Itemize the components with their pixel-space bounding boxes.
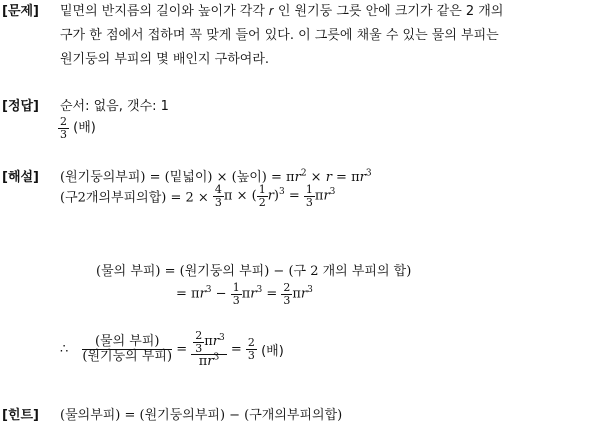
eq4-frac-1-3-num: 1	[232, 281, 240, 294]
eq2-mid: π × (	[223, 188, 257, 204]
eq2-frac-1-3-den: 3	[305, 195, 313, 209]
problem-line-1: 밑면의 반지름의 길이와 높이가 각각 𝑟 인 원기둥 그릇 안에 크기가 같은 2 개의	[60, 4, 504, 19]
eq2-eq: =	[284, 188, 300, 204]
ratio-big-den-exp: 3	[213, 352, 220, 363]
solution-tag: [해설]	[2, 170, 39, 185]
result-unit: (배)	[261, 343, 284, 359]
ratio-big-den-pr: π𝑟	[198, 354, 214, 370]
eq1-exp-3: 3	[365, 168, 372, 179]
eq4-frac-1-3	[231, 282, 242, 306]
eq2-lhs: (구2개의부피의합) = 2 ×	[60, 190, 209, 206]
eq4-frac-1-3-den: 3	[232, 293, 240, 307]
eq4-d: =	[262, 286, 278, 302]
answer-fraction-den: 3	[60, 127, 67, 141]
eq4-e: π𝑟	[292, 286, 308, 302]
ratio-eq-2: =	[230, 341, 242, 357]
eq2-exp-3b: 3	[329, 187, 336, 198]
eq2-end: π𝑟	[314, 188, 330, 204]
eq2-frac-1-2	[257, 184, 268, 208]
solution-eq-4	[176, 282, 313, 306]
problem-line-2: 구가 한 점에서 접하며 꼭 맞게 들어 있다. 이 그릇에 채울 수 있는 물의 부피는	[60, 28, 499, 43]
result-fraction	[246, 337, 257, 361]
eq2-r: 𝑟)	[267, 188, 279, 204]
eq4-exp-3b: 3	[256, 285, 263, 296]
result-den: 3	[247, 348, 255, 362]
ratio-eq-1: =	[176, 341, 188, 357]
eq2-frac-1-3	[304, 184, 315, 208]
eq2-frac-1-3-num: 1	[305, 183, 313, 196]
eq4-frac-2-3-num: 2	[283, 281, 291, 294]
solution-eq-5	[60, 330, 284, 369]
eq2-frac-1-2-num: 1	[258, 183, 266, 196]
eq1-mid: × 𝑟 = π𝑟	[306, 170, 366, 185]
answer-line-1: 순서: 없음, 갯수: 1	[60, 99, 169, 114]
ratio-fraction	[82, 335, 172, 363]
eq4-frac-2-3	[281, 282, 292, 306]
solution-eq-3: (물의 부피) = (원기둥의 부피) − (구 2 개의 부피의 합)	[96, 264, 412, 279]
eq4-frac-2-3-den: 3	[283, 293, 291, 307]
hint-text: (물의부피) = (원기둥의부피) − (구개의부피의합)	[60, 408, 343, 423]
eq4-exp-3c: 3	[307, 285, 313, 296]
eq2-frac-4-3-den: 3	[214, 195, 222, 209]
answer-tag: [정답]	[2, 99, 39, 114]
eq4-b: −	[211, 286, 227, 302]
ratio-inner-num: 2	[195, 329, 203, 342]
problem-tag: [문제]	[2, 4, 39, 19]
ratio-big-den	[191, 352, 227, 370]
ratio-big-num-pr: π𝑟	[204, 334, 219, 350]
result-num: 2	[247, 336, 255, 350]
ratio-big-num	[191, 330, 227, 355]
ratio-den: (원기둥의 부피)	[82, 348, 173, 364]
therefore-symbol: ∴	[60, 341, 69, 357]
eq4-exp-3a: 3	[205, 285, 212, 296]
answer-fraction	[58, 116, 69, 140]
problem-line-3: 원기둥의 부피의 몇 배인지 구하여라.	[60, 52, 270, 67]
eq4-a: = π𝑟	[176, 286, 206, 302]
eq2-frac-4-3	[213, 184, 224, 208]
answer-fraction-num: 2	[60, 115, 67, 128]
eq1-exp-2: 2	[300, 168, 307, 179]
answer-unit: (배)	[73, 120, 96, 136]
eq4-c: π𝑟	[241, 286, 257, 302]
ratio-big-num-exp: 3	[219, 333, 225, 344]
eq2-frac-4-3-num: 4	[214, 183, 222, 196]
hint-tag: [힌트]	[2, 408, 39, 423]
solution-eq-2	[60, 184, 335, 208]
eq2-exp-3a: 3	[279, 187, 285, 198]
eq1-lhs: (원기둥의부피) = (밑넓이) × (높이) = π𝑟	[60, 170, 301, 185]
ratio-inner-fraction	[193, 330, 204, 354]
ratio-num: (물의 부피)	[82, 335, 172, 350]
answer-value	[58, 116, 96, 140]
ratio-big-fraction	[191, 330, 227, 369]
ratio-inner-den: 3	[195, 341, 203, 355]
eq2-frac-1-2-den: 2	[258, 195, 266, 209]
